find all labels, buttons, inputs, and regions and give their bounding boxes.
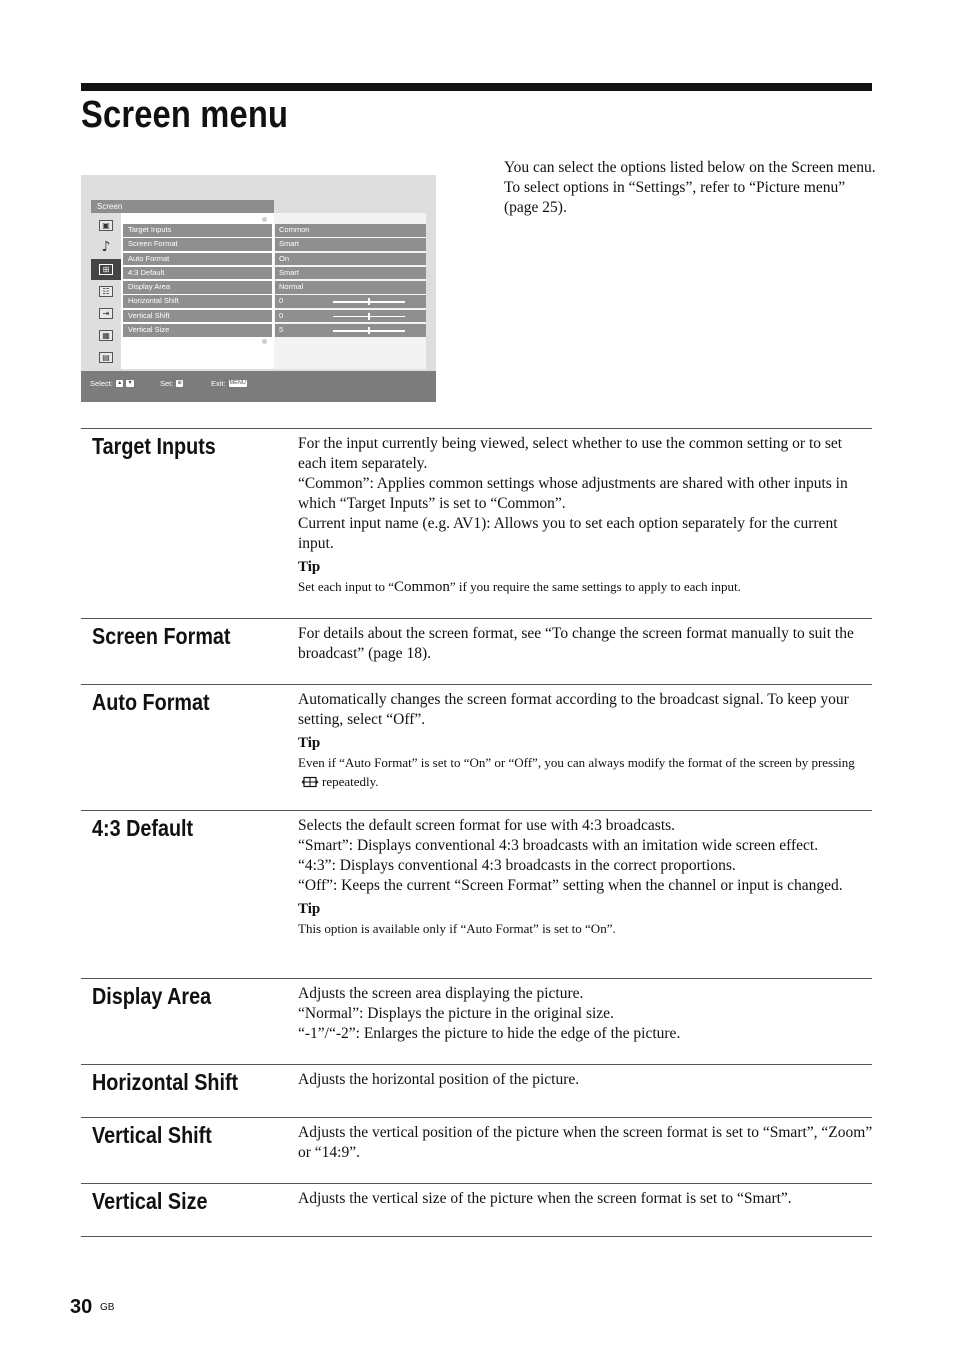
osd-set-hint [160,379,183,388]
tip-heading: Tip [298,901,321,917]
option-name: Target Inputs [92,433,216,459]
osd-row-value-text: 0 [279,296,284,306]
osd-row-value-text: Common [279,225,310,234]
osd-row-value [275,253,426,266]
osd-row-label: Horizontal Shift [123,295,272,308]
description-paragraph: Adjusts the vertical position of the picture when the screen format is set to “Smart”, “Zoom” or “14:9”. [298,1124,873,1161]
option-name: Vertical Shift [92,1122,212,1148]
tip-heading: Tip [298,735,321,751]
screen-menu-osd-image [81,175,436,402]
osd-row [123,310,426,323]
osd-select-hint [90,379,134,388]
description-paragraph: Automatically changes the screen format according to the broadcast signal. To keep your setting, select “Off”. [298,691,849,728]
option-description [298,1070,874,1090]
extra-settings-icon: ▤ [91,347,121,368]
option-description [298,434,874,597]
osd-row [123,238,426,251]
description-paragraph: For the input currently being viewed, select whether to use the common setting or to set each item separately. [298,435,843,472]
table-row-divider [81,428,872,429]
page-number: 30 [70,1296,93,1318]
osd-row-value [275,281,426,294]
input-icon: ⇥ [91,303,121,324]
option-description [298,1189,874,1209]
osd-icon-column [91,215,121,369]
osd-row-value [275,324,426,337]
osd-rows [123,224,426,338]
osd-row-value-text: Smart [279,267,300,277]
osd-row-label: Screen Format [123,238,272,251]
osd-header: Screen [91,200,274,213]
option-name: 4:3 Default [92,815,194,841]
description-paragraph: “Normal”: Displays the picture in the original size. [298,1005,614,1022]
title-rule [81,83,872,91]
osd-row-value-text: 5 [279,325,284,335]
option-description [298,690,874,791]
option-name: Auto Format [92,689,210,715]
option-description [298,816,874,938]
tip-emphasis: Common [394,579,450,595]
osd-select-label: Select: [90,379,113,388]
tip-text-part: Set each input to “ [298,579,395,594]
tip-text-part: ” if you require the same settings to apply to each input. [449,579,741,594]
settings-icon: ▦ [91,325,121,346]
menu-key-icon: MENU [229,380,246,386]
tip-text: This option is available only if “Auto Format” is set to “On”. [298,921,616,936]
osd-row [123,224,426,237]
enter-icon: ⊕ [177,380,182,386]
osd-row-label: Vertical Shift [123,310,272,323]
osd-row [123,324,426,337]
option-name: Display Area [92,983,212,1009]
osd-row-value [275,224,426,237]
table-row-divider [81,810,872,811]
option-description [298,1123,874,1163]
description-paragraph: “Smart”: Displays conventional 4:3 broadcasts with an imitation wide screen effect. [298,837,819,854]
table-row-divider [81,978,872,979]
osd-row-label: Auto Format [123,253,272,266]
tip-heading: Tip [298,559,321,575]
page-region: GB [100,1302,115,1313]
screen-icon: ⊞ [91,259,121,280]
tip-text [298,753,874,791]
table-row-divider [81,618,872,619]
description-paragraph: “-1”/“-2”: Enlarges the picture to hide the edge of the picture. [298,1025,681,1042]
osd-row-value [275,295,426,308]
osd-row-label: Target Inputs [123,224,272,237]
description-paragraph: Current input name (e.g. AV1): Allows you to set each option separately for the current input. [298,515,838,552]
wide-mode-icon [301,776,319,788]
option-name: Vertical Size [92,1188,208,1214]
page-title: Screen menu [81,94,289,136]
osd-scroll-up-icon [262,217,267,222]
osd-slider-knob [368,327,370,334]
osd-row-value-text: Smart [279,239,300,249]
tip-text-part: repeatedly. [322,774,379,789]
description-paragraph: For details about the screen format, see “To change the screen format manually to suit the broadcast” (page 18). [298,625,854,662]
table-row-divider [81,1064,872,1065]
osd-row-label: 4:3 Default [123,267,272,280]
sound-icon: ♪ [101,239,111,255]
osd-exit-label: Exit: [211,379,226,388]
osd-scroll-down-icon [262,339,267,344]
osd-row-value [275,238,426,251]
description-paragraph: Selects the default screen format for use with 4:3 broadcasts. [298,817,676,834]
osd-row-value [275,267,426,280]
osd-row [123,281,426,294]
osd-row-value-text: Normal [279,282,304,292]
description-paragraph: Adjusts the horizontal position of the picture. [298,1071,580,1088]
setup-icon: ☷ [91,281,121,302]
table-row-divider [81,684,872,685]
osd-row-label: Display Area [123,281,272,294]
osd-row [123,267,426,280]
description-paragraph: “Common”: Applies common settings whose adjustments are shared with other inputs in which “Target Inputs” is set to “Common”. [298,475,848,512]
osd-row-value [275,310,426,323]
osd-slider-knob [368,298,370,305]
description-paragraph: “Off”: Keeps the current “Screen Format” setting when the channel or input is changed. [298,877,843,894]
table-bottom-rule [81,1236,872,1237]
down-arrow-icon: ▼ [127,380,133,386]
table-row-divider [81,1117,872,1118]
option-name: Screen Format [92,623,231,649]
table-row-divider [81,1183,872,1184]
option-name: Horizontal Shift [92,1069,239,1095]
description-paragraph: “4:3”: Displays conventional 4:3 broadcasts in the correct proportions. [298,857,736,874]
tip-text-part: Even if “Auto Format” is set to “On” or “Off”, you can always modify the format of the screen by pressing [298,755,855,770]
osd-row-label: Vertical Size [123,324,272,337]
intro-text: You can select the options listed below on the Screen menu. To select options in “Settings”, refer to “Picture menu” (page 25). [504,159,876,216]
up-arrow-icon: ▲ [116,380,123,386]
osd-row [123,295,426,308]
osd-footer [81,371,436,402]
description-paragraph: Adjusts the screen area displaying the picture. [298,985,584,1002]
tip-text [298,577,874,597]
picture-icon: ▣ [91,215,121,236]
osd-row [123,253,426,266]
description-paragraph: Adjusts the vertical size of the picture when the screen format is set to “Smart”. [298,1190,792,1207]
osd-exit-hint [211,379,247,388]
option-description [298,624,874,664]
osd-row-value-text: On [279,253,290,263]
osd-slider-knob [368,313,370,320]
option-description [298,984,874,1044]
osd-set-label: Set: [160,379,174,388]
osd-row-value-text: 0 [279,310,284,320]
